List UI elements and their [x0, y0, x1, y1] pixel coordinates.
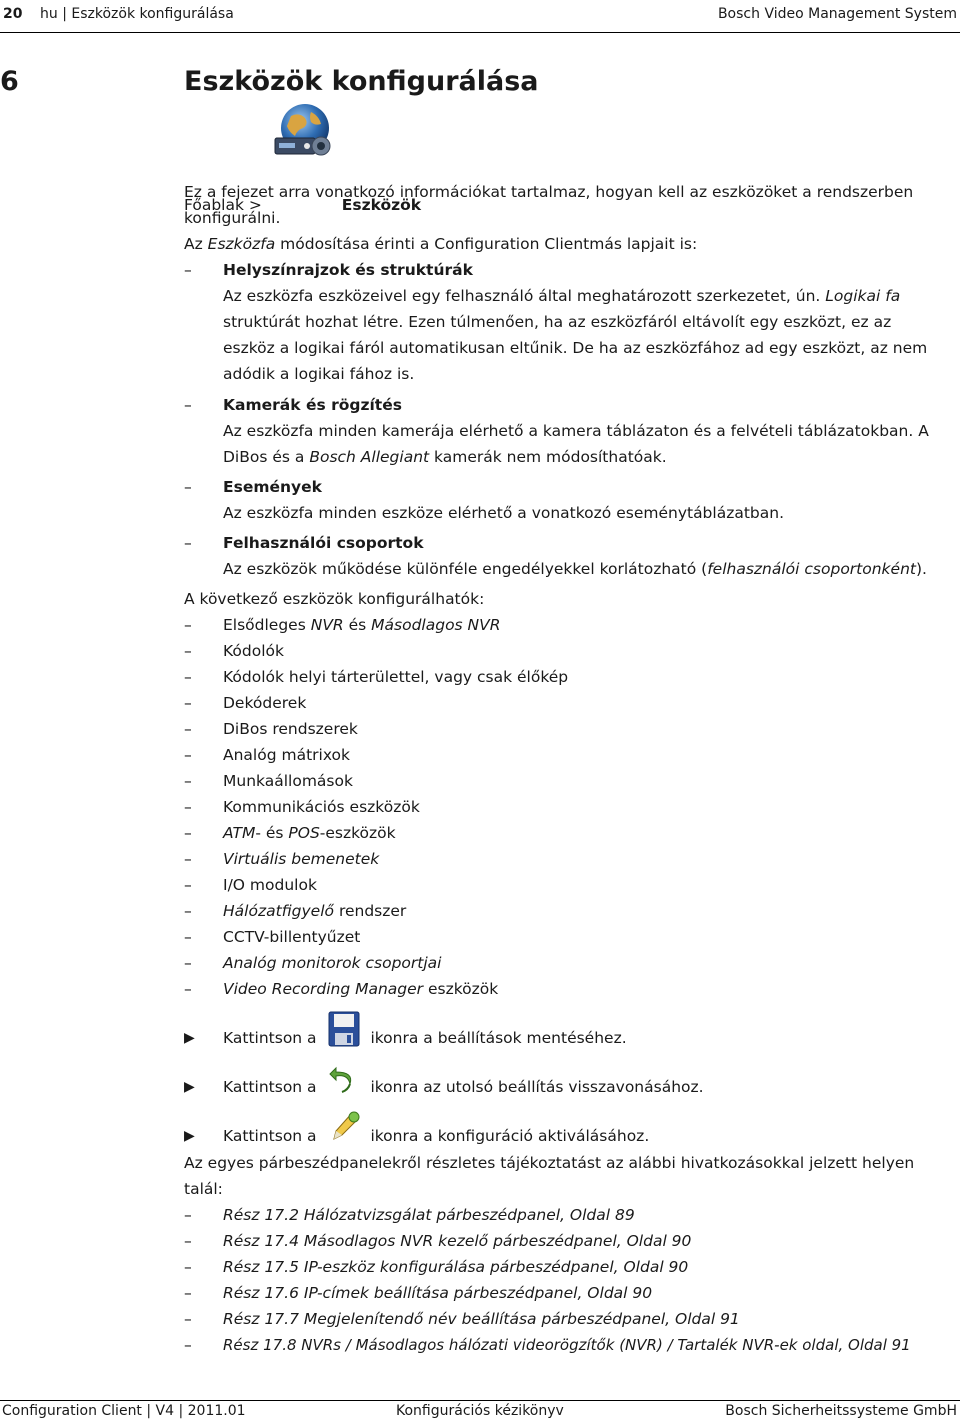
list-dash: – — [184, 1284, 192, 1302]
list-dash: – — [184, 772, 192, 790]
list-dash: – — [184, 668, 192, 686]
footer-right: Bosch Sicherheitssysteme GmbH — [725, 1403, 957, 1419]
list-dash: – — [184, 824, 192, 842]
configurable-intro: A következő eszközök konfigurálhatók: — [184, 590, 485, 608]
affected-title: Helyszínrajzok és struktúrák — [223, 261, 473, 279]
undo-icon — [326, 1076, 362, 1100]
list-dash: – — [184, 954, 192, 972]
affected-title: Felhasználói csoportok — [223, 534, 424, 552]
refs-intro-line-1: Az egyes párbeszédpanelekről részletes tájékoztatást az alábbi hivatkozásokkal jelzett helyen — [184, 1154, 915, 1172]
list-dash: – — [184, 534, 192, 552]
step-arrow: ▶ — [184, 1079, 195, 1095]
ref-link[interactable]: Rész 17.4 Másodlagos NVR kezelő párbeszédpanel, Oldal 90 — [223, 1232, 692, 1250]
step-arrow: ▶ — [184, 1030, 195, 1046]
page-footer — [0, 1400, 960, 1424]
list-dash: – — [184, 396, 192, 414]
page-number: 20 — [3, 6, 23, 22]
list-dash: – — [184, 478, 192, 496]
list-dash: – — [184, 1310, 192, 1328]
device-item: Dekóderek — [223, 694, 307, 712]
page-header — [0, 0, 960, 33]
step-undo: Kattintson a ikonra az utolsó beállítás visszavonásához. — [223, 1074, 958, 1100]
device-item: Elsődleges NVR és Másodlagos NVR — [223, 616, 501, 634]
save-icon — [326, 1027, 362, 1051]
ref-link[interactable]: Rész 17.7 Megjelenítendő név beállítása párbeszédpanel, Oldal 91 — [223, 1310, 740, 1328]
step-save: Kattintson a ikonra a beállítások mentéséhez. — [223, 1025, 958, 1051]
chapter-number: 6 — [0, 66, 19, 97]
list-dash: – — [184, 798, 192, 816]
ref-link[interactable]: Rész 17.2 Hálózatvizsgálat párbeszédpanel, Oldal 89 — [223, 1206, 635, 1224]
footer-left: Configuration Client | V4 | 2011.01 — [2, 1403, 246, 1419]
affected-text: Az eszközfa eszközeivel egy felhasználó által meghatározott szerkezetet, ún. Logikai fa — [223, 287, 901, 305]
step-arrow: ▶ — [184, 1128, 195, 1144]
activate-icon — [326, 1125, 362, 1149]
list-dash: – — [184, 746, 192, 764]
chapter-title: Eszközök konfigurálása — [184, 66, 539, 97]
list-dash: – — [184, 902, 192, 920]
intro-line-2: konfigurálni. — [184, 209, 281, 227]
breadcrumb-prefix: Főablak > — [184, 196, 262, 214]
device-item: Analóg monitorok csoportjai — [223, 954, 442, 972]
list-dash: – — [184, 980, 192, 998]
list-dash: – — [184, 720, 192, 738]
list-dash: – — [184, 1336, 192, 1354]
ref-link[interactable]: Rész 17.5 IP-eszköz konfigurálása párbeszédpanel, Oldal 90 — [223, 1258, 689, 1276]
intro-affects: Az Eszközfa módosítása érinti a Configuration Clientmás lapjait is: — [184, 235, 698, 253]
list-dash: – — [184, 616, 192, 634]
device-item: Kommunikációs eszközök — [223, 798, 420, 816]
list-dash: – — [184, 694, 192, 712]
ref-link[interactable]: Rész 17.8 NVRs / Másodlagos hálózati videorögzítők (NVR) / Tartalék NVR-ek oldal, Oldal 91 — [223, 1336, 911, 1354]
device-item: Munkaállomások — [223, 772, 353, 790]
list-dash: – — [184, 1206, 192, 1224]
footer-center: Konfigurációs kézikönyv — [396, 1403, 564, 1419]
device-item: Kódolók — [223, 642, 284, 660]
device-item: Virtuális bemenetek — [223, 850, 380, 868]
device-item: ATM- és POS-eszközök — [223, 824, 396, 842]
list-dash: – — [184, 1258, 192, 1276]
affected-text: Az eszközök működése különféle engedélyekkel korlátozható (felhasználói csoportonként). — [223, 560, 927, 578]
list-dash: – — [184, 261, 192, 279]
affected-text: struktúrát hozhat létre. Ezen túlmenően, ha az eszközfáról eltávolít egy eszközt, ez az — [223, 313, 892, 331]
list-dash: – — [184, 876, 192, 894]
header-product: Bosch Video Management System — [717, 6, 957, 22]
device-item: Analóg mátrixok — [223, 746, 350, 764]
device-item: DiBos rendszerek — [223, 720, 358, 738]
device-item: I/O modulok — [223, 876, 317, 894]
list-dash: – — [184, 642, 192, 660]
step-activate: Kattintson a ikonra a konfiguráció aktiválásához. — [223, 1123, 958, 1149]
affected-title: Kamerák és rögzítés — [223, 396, 402, 414]
affected-text: Az eszközfa minden eszköze elérhető a vonatkozó eseménytáblázatban. — [223, 504, 785, 522]
ref-link[interactable]: Rész 17.6 IP-címek beállítása párbeszédpanel, Oldal 90 — [223, 1284, 653, 1302]
device-item: Kódolók helyi tárterülettel, vagy csak élőkép — [223, 668, 569, 686]
affected-text: adódik a logikai fához is. — [223, 365, 415, 383]
header-section: hu | Eszközök konfigurálása — [40, 6, 234, 22]
list-dash: – — [184, 928, 192, 946]
breadcrumb-target: Eszközök — [341, 196, 422, 214]
intro-line-1: Ez a fejezet arra vonatkozó információkat tartalmaz, hogyan kell az eszközöket a rendszerben — [184, 183, 914, 201]
list-dash: – — [184, 850, 192, 868]
list-dash: – — [184, 1232, 192, 1250]
affected-text: DiBos és a Bosch Allegiant kamerák nem módosíthatóak. — [223, 448, 667, 466]
affected-text: eszköz a logikai fáról automatikusan eltűnik. De ha az eszközfához ad egy eszközt, az nem — [223, 339, 928, 357]
device-item: Hálózatfigyelő rendszer — [223, 902, 407, 920]
refs-intro-line-2: talál: — [184, 1180, 223, 1198]
affected-title: Események — [223, 478, 322, 496]
device-item: CCTV-billentyűzet — [223, 928, 361, 946]
affected-text: Az eszközfa minden kamerája elérhető a kamera táblázaton és a felvételi táblázatokban. A — [223, 422, 929, 440]
device-item: Video Recording Manager eszközök — [223, 980, 499, 998]
